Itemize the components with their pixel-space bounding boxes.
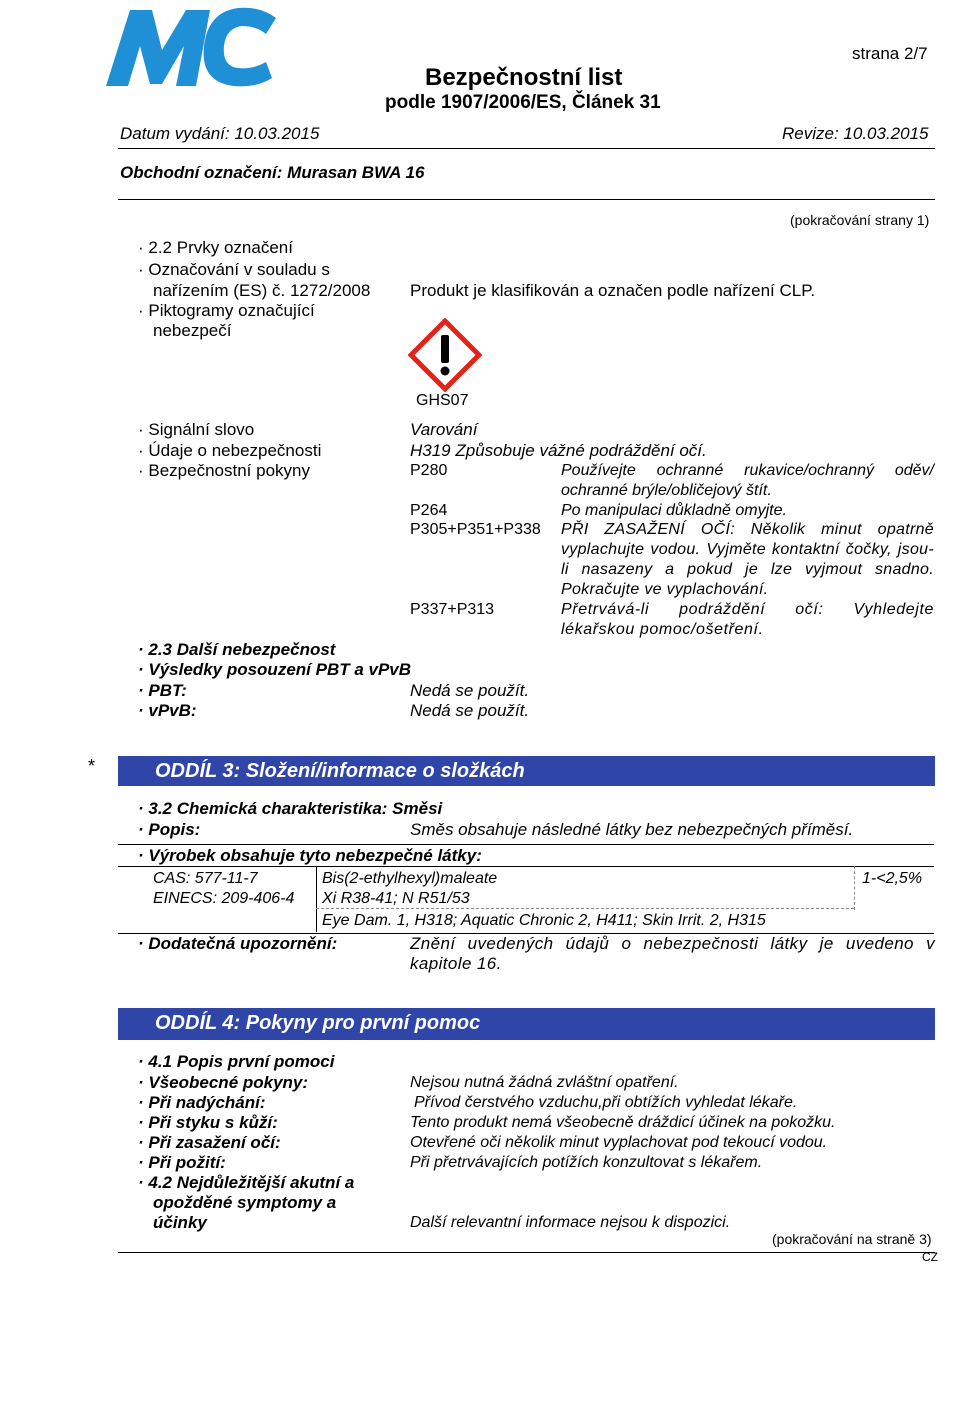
hazardous-substances-title: · Výrobek obsahuje tyto nebezpečné látky:	[138, 846, 482, 865]
precaution-code: P305+P351+P338	[410, 521, 541, 538]
signal-word-value: Varování	[410, 420, 478, 439]
precaution-text: Používejte ochranné rukavice/ochranný oděv/ ochranné brýle/obličejový štít.	[561, 462, 934, 499]
issue-date: Datum vydání: 10.03.2015	[120, 124, 320, 143]
precautionary-label: · Bezpečnostní pokyny	[138, 461, 310, 480]
additional-notes-label: · Dodatečná upozornění:	[138, 934, 338, 953]
section-4-2-value: Další relevantní informace nejsou k dispozici.	[410, 1214, 731, 1231]
first-aid-label: · Všeobecné pokyny:	[138, 1073, 309, 1092]
pbt-value: Nedá se použít.	[410, 681, 530, 700]
first-aid-value: Nejsou nutná žádná zvláštní opatření.	[410, 1074, 679, 1091]
section-2-3-title: · 2.3 Další nebezpečnost	[138, 640, 336, 659]
section-4-2-title-line1: · 4.2 Nejdůležitější akutní a	[138, 1173, 355, 1192]
first-aid-value: Tento produkt nemá všeobecně dráždicí účinek na pokožku.	[410, 1114, 836, 1131]
continued-from: (pokračování strany 1)	[790, 212, 930, 228]
table-column-divider	[854, 866, 856, 910]
einecs-number: EINECS: 209-406-4	[153, 890, 295, 907]
substance-classification-clp: Eye Dam. 1, H318; Aquatic Chronic 2, H411; Skin Irrit. 2, H315	[322, 912, 766, 929]
product-divider	[118, 199, 935, 200]
section-3-2-title: · 3.2 Chemická charakteristika: Směsi	[138, 799, 443, 818]
section-4-1-title: · 4.1 Popis první pomoci	[138, 1052, 335, 1071]
section-3-banner	[118, 756, 935, 786]
additional-notes-value: Znění uvedených údajů o nebezpečnosti látky je uvedeno v kapitole 16.	[410, 934, 935, 973]
revision-date: Revize: 10.03.2015	[782, 124, 929, 143]
hazard-statements-label: · Údaje o nebezpečnosti	[138, 441, 322, 460]
section-4-banner	[118, 1008, 935, 1040]
first-aid-value: Otevřené oči několik minut vyplachovat pod tekoucí vodou.	[410, 1134, 828, 1151]
vpvb-label: · vPvB:	[138, 701, 197, 720]
substance-name: Bis(2-ethylhexyl)maleate	[322, 870, 498, 887]
section-4-2-title-line2: opožděné symptomy a	[153, 1193, 337, 1212]
signal-word-label: · Signální slovo	[138, 420, 255, 439]
document-subtitle: podle 1907/2006/ES, Článek 31	[385, 92, 661, 113]
section-4-2-title-line3: účinky	[153, 1213, 207, 1232]
cas-number: CAS: 577-11-7	[153, 870, 258, 887]
table-dashed-divider	[316, 908, 854, 909]
description-value: Směs obsahuje následné látky bez nebezpečných příměsí.	[410, 820, 854, 839]
pictograms-label-line1: · Piktogramy označující	[138, 301, 315, 320]
document-title: Bezpečnostní list	[425, 64, 623, 91]
language-code: CZ	[922, 1250, 938, 1264]
precaution-code: P264	[410, 502, 448, 519]
ghs07-exclamation-icon	[408, 318, 482, 392]
section-4-title: ODDÍL 4: Pokyny pro první pomoc	[155, 1012, 481, 1034]
vpvb-value: Nedá se použít.	[410, 701, 530, 720]
hazard-statement: H319 Způsobuje vážné podráždění očí.	[410, 441, 707, 460]
substance-classification-dsd: Xi R38-41; N R51/53	[322, 890, 470, 907]
company-logo	[100, 0, 280, 90]
section-3-title: ODDÍL 3: Složení/informace o složkách	[155, 760, 525, 782]
first-aid-value: Přívod čerstvého vzduchu,při obtížích vyhledat lékaře.	[414, 1094, 798, 1111]
table-column-divider	[316, 866, 317, 932]
header-divider	[118, 148, 935, 149]
pbt-assessment-title: · Výsledky posouzení PBT a vPvB	[138, 660, 412, 679]
continued-to: (pokračování na straně 3)	[772, 1231, 932, 1247]
substance-concentration: 1-<2,5%	[862, 870, 923, 887]
page-number: strana 2/7	[852, 44, 928, 63]
first-aid-label: · Při nadýchání:	[138, 1093, 266, 1112]
labelling-label-line1: · Označování v souladu s	[138, 260, 330, 279]
section-2-2-title: · 2.2 Prvky označení	[138, 238, 293, 257]
table-divider	[118, 866, 934, 867]
first-aid-label: · Při požití:	[138, 1153, 226, 1172]
first-aid-label: · Při zasažení očí:	[138, 1133, 281, 1152]
pictograms-label-line2: nebezpečí	[153, 321, 232, 340]
precaution-code: P337+P313	[410, 601, 495, 618]
precaution-text: PŘI ZASAŽENÍ OČÍ: Několik minut opatrně vyplachujte vodou. Vyjměte kontaktní čočky, jsou-li nasazeny a pokud je lze vyjmout snadno. Pokračujte ve vyplachování.	[561, 521, 934, 598]
first-aid-label: · Při styku s kůží:	[138, 1113, 278, 1132]
precaution-text: Po manipulaci důkladně omyjte.	[561, 502, 787, 519]
precaution-text: Přetrvává-li podráždění očí: Vyhledejte lékařskou pomoc/ošetření.	[561, 601, 934, 638]
precaution-code: P280	[410, 462, 448, 479]
labelling-label-line2: nařízením (ES) č. 1272/2008	[153, 281, 371, 300]
first-aid-value: Při přetrvávajících potížích konzultovat s lékařem.	[410, 1154, 763, 1171]
pbt-label: · PBT:	[138, 681, 187, 700]
labelling-value: Produkt je klasifikován a označen podle nařízení CLP.	[410, 281, 816, 300]
pictogram-code: GHS07	[416, 392, 469, 409]
product-name: Obchodní označení: Murasan BWA 16	[120, 163, 425, 182]
description-label: · Popis:	[138, 820, 201, 839]
footer-divider	[118, 1252, 935, 1253]
change-marker: *	[88, 756, 96, 776]
